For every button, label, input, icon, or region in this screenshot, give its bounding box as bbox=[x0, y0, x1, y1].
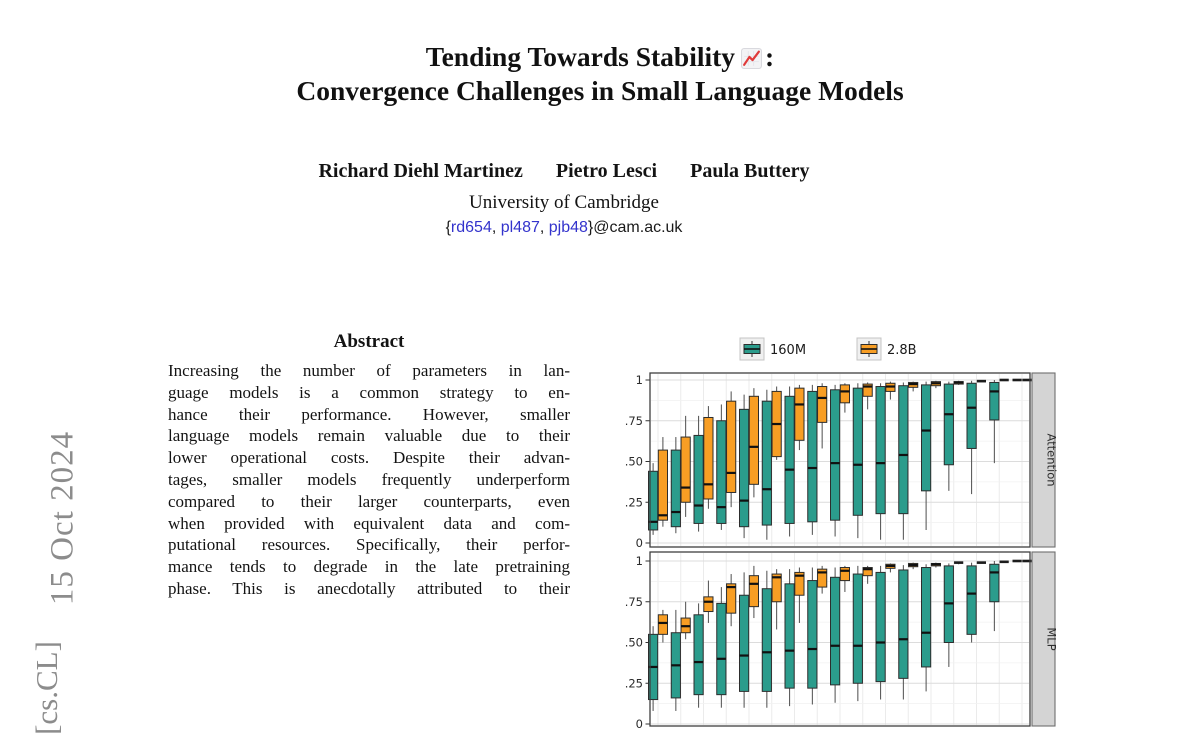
svg-text:.50: .50 bbox=[624, 454, 643, 469]
email-domain: }@cam.ac.uk bbox=[587, 219, 683, 236]
paper-title bbox=[0, 40, 1200, 108]
svg-text:.25: .25 bbox=[624, 676, 643, 691]
svg-text:0: 0 bbox=[635, 717, 643, 731]
email-link-2[interactable]: pl487 bbox=[500, 219, 540, 236]
author-name-2: Pietro Lesci bbox=[555, 160, 658, 182]
svg-text:1: 1 bbox=[635, 554, 643, 568]
svg-text:Attention: Attention bbox=[1044, 433, 1059, 487]
svg-text:160M: 160M bbox=[770, 343, 807, 358]
email-link-1[interactable]: rd654 bbox=[450, 219, 492, 236]
affiliation: University of Cambridge bbox=[469, 192, 659, 213]
svg-text:2.8B: 2.8B bbox=[887, 343, 917, 358]
title-line2: Convergence Challenges in Small Language Models bbox=[296, 75, 904, 106]
svg-text:.50: .50 bbox=[624, 635, 643, 650]
title-line1 bbox=[0, 40, 1200, 74]
chart-increasing-icon bbox=[741, 48, 762, 69]
abstract-line: tages, smaller models frequently underperform bbox=[168, 469, 570, 489]
arxiv-watermark-category: [cs.CL] bbox=[29, 641, 64, 735]
author-block bbox=[304, 160, 823, 183]
abstract-line: phase. This is anecdotally attributed to their bbox=[168, 578, 570, 598]
email-separator-1: , bbox=[491, 219, 501, 236]
title-colon: : bbox=[765, 41, 775, 72]
svg-text:.25: .25 bbox=[624, 495, 643, 510]
arxiv-watermark-date: 15 Oct 2024 bbox=[44, 430, 81, 606]
abstract-line: when provided with equivalent data and com- bbox=[168, 513, 570, 533]
abstract-line: guage models is a common strategy to en- bbox=[168, 382, 570, 402]
title-line1-text: Tending Towards Stability bbox=[425, 41, 736, 72]
author-name-3: Paula Buttery bbox=[690, 160, 810, 182]
boxplot-figure bbox=[610, 335, 1080, 731]
abstract-body bbox=[168, 360, 570, 600]
abstract-line: mance tends to degrade in the late pretraining bbox=[168, 557, 570, 577]
abstract-line: language models remain valuable due to their bbox=[168, 426, 570, 446]
abstract-heading: Abstract bbox=[333, 331, 405, 352]
abstract-line: lower operational costs. Despite their advan- bbox=[168, 448, 570, 468]
abstract-line: putational resources. Specifically, their perfor- bbox=[168, 535, 570, 555]
abstract-line: compared to their larger counterparts, even bbox=[168, 491, 570, 511]
svg-text:MLP: MLP bbox=[1044, 627, 1059, 651]
abstract-line: Increasing the number of parameters in lan- bbox=[168, 361, 570, 380]
email-line bbox=[446, 219, 683, 237]
email-separator-2: , bbox=[539, 219, 549, 236]
email-open-brace: { bbox=[445, 219, 451, 236]
svg-text:.75: .75 bbox=[624, 594, 643, 609]
svg-text:0: 0 bbox=[635, 536, 643, 550]
svg-text:1: 1 bbox=[635, 373, 643, 387]
svg-text:.75: .75 bbox=[624, 413, 643, 428]
email-link-3[interactable]: pjb48 bbox=[548, 219, 588, 236]
abstract-line: hance their performance. However, smaller bbox=[168, 404, 570, 424]
author-name-1: Richard Diehl Martinez bbox=[318, 160, 523, 182]
